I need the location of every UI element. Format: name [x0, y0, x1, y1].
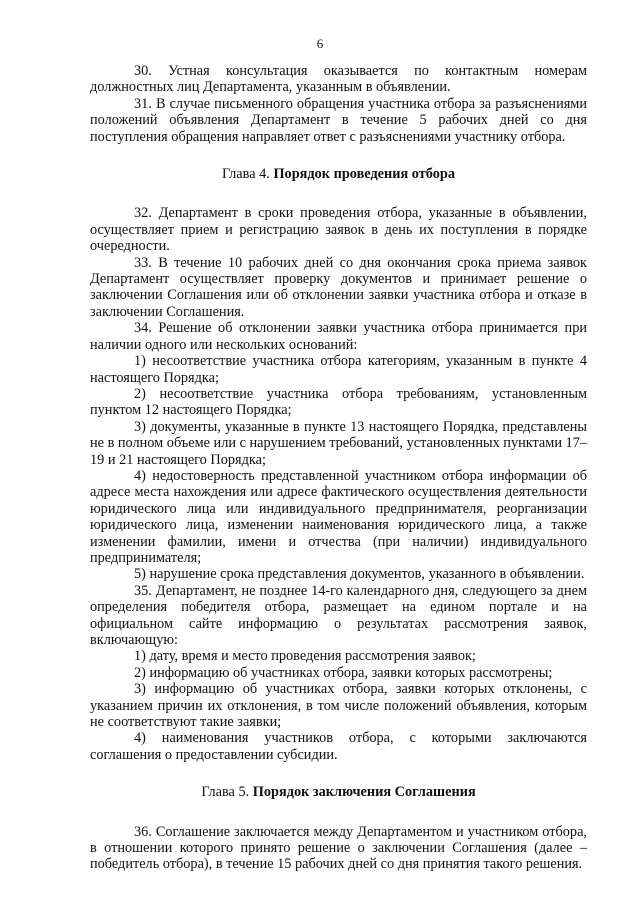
- paragraph-30: 30. Устная консультация оказывается по контактным номерам должностных лиц Департамента, указанным в объявлении.: [90, 63, 587, 96]
- document-body: [90, 63, 587, 873]
- paragraph-35: 35. Департамент, не позднее 14-го календарного дня, следующего за днем определения победителя отбора, размещает на едином портале и на официальном сайте информацию о результатах рассмотрения заявок, включающую:: [90, 582, 587, 648]
- chapter-5-heading: [90, 784, 587, 800]
- paragraph-32: 32. Департамент в сроки проведения отбора, указанные в объявлении, осуществляет прием и регистрацию заявок в день их поступления в порядке очередности.: [90, 205, 587, 255]
- page-number: 6: [316, 36, 324, 51]
- chapter-5-prefix: Глава 5.: [201, 784, 253, 801]
- paragraph-34: 34. Решение об отклонении заявки участника отбора принимается при наличии одного или нескольких оснований:: [90, 320, 587, 353]
- chapter-4-heading: [90, 166, 587, 182]
- list-item-34-1: 1) несоответствие участника отбора категориям, указанным в пункте 4 настоящего Порядка;: [90, 353, 587, 386]
- list-item-35-1: 1) дату, время и место проведения рассмотрения заявок;: [134, 648, 476, 665]
- chapter-4-prefix: Глава 4.: [221, 166, 274, 183]
- list-item-35-4: 4) наименования участников отбора, с которыми заключаются соглашения о предоставлении субсидии.: [90, 730, 587, 763]
- list-item-35-2: 2) информацию об участниках отбора, заявки которых рассмотрены;: [134, 664, 553, 681]
- list-item-34-5: 5) нарушение срока представления документов, указанного в объявлении.: [134, 566, 585, 583]
- paragraph-33: 33. В течение 10 рабочих дней со дня окончания срока приема заявок Департамент осуществляет проверку документов и принимает решение о заключении Соглашения или об отклонении заявки участника отбора и отказе в заключении Соглашения.: [90, 254, 587, 320]
- list-item-34-2: 2) несоответствие участника отбора требованиям, установленным пунктом 12 настоящего Порядка;: [90, 385, 587, 419]
- paragraph-36: 36. Соглашение заключается между Департаментом и участником отбора, в отношении которого принято решение о заключении Соглашения (далее – победитель отбора), в течение 15 рабочих дней со дня принятия такого решения.: [90, 823, 587, 873]
- chapter-5-title: Порядок заключения Соглашения: [252, 784, 476, 801]
- list-item-35-3: 3) информацию об участниках отбора, заявки которых отклонены, с указанием причин их отклонения, в том числе положений объявления, которым не соответствуют такие заявки;: [90, 681, 587, 731]
- paragraph-31: 31. В случае письменного обращения участника отбора за разъяснениями положений объявления Департамент в течение 5 рабочих дней со дня поступления обращения направляет ответ с разъяснениями участнику отбора.: [90, 95, 587, 145]
- list-item-34-4: 4) недостоверность представленной участником отбора информации об адресе места нахождения или адресе фактического осуществления деятельности юридического лица или индивидуального предпринимателя, реорганизации юридического лица, изменении наименования юридического лица, а также изменении фамилии, имени и отчества (при наличии) индивидуального предпринимателя;: [90, 467, 587, 566]
- chapter-4-title: Порядок проведения отбора: [273, 166, 455, 183]
- list-item-34-3: 3) документы, указанные в пункте 13 настоящего Порядка, представлены не в полном объеме или с нарушением требований, установленных пунктами 17–19 и 21 настоящего Порядка;: [90, 418, 587, 468]
